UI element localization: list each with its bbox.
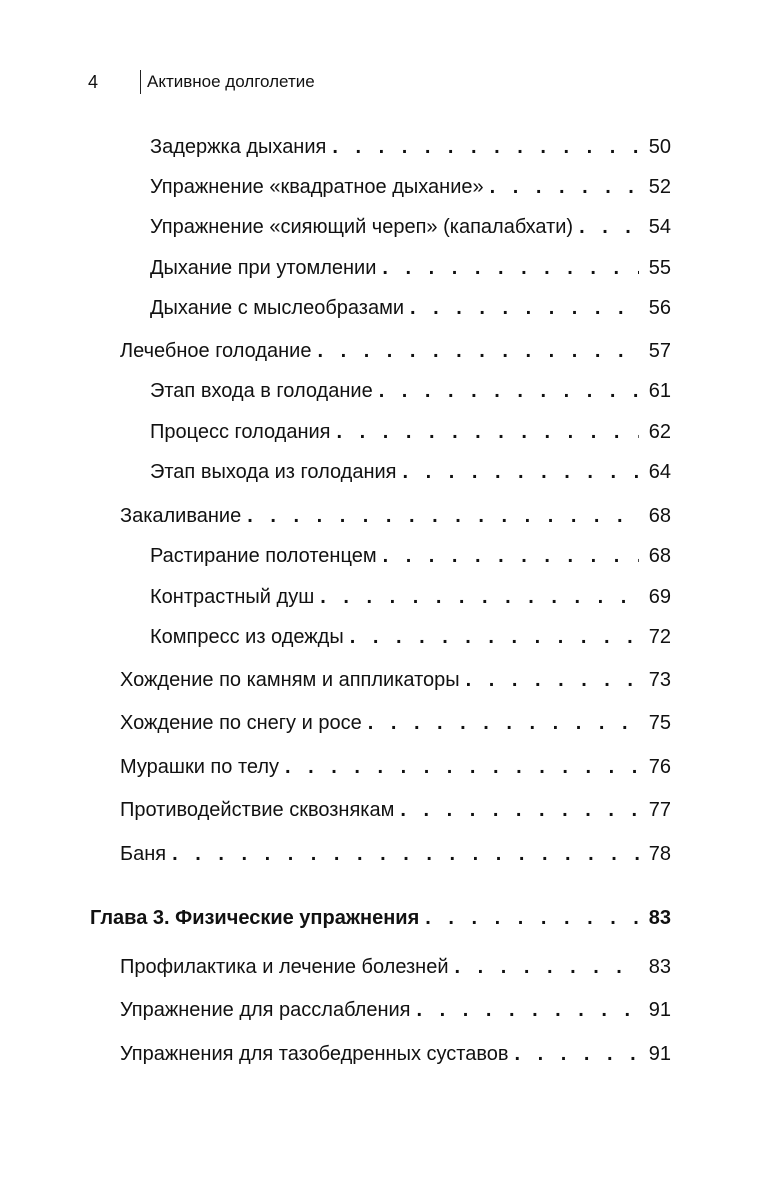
toc-entry-title: Мурашки по телу (120, 756, 280, 778)
toc-entry-page: 50 (648, 136, 671, 158)
dot-leader (247, 503, 639, 529)
toc-entry (120, 503, 671, 529)
toc-entry (120, 1041, 671, 1067)
dot-leader (337, 419, 640, 445)
dot-leader (320, 584, 639, 610)
header-divider (140, 70, 141, 94)
toc-entry-title: Упражнение для расслабления (120, 999, 411, 1021)
toc-entry (120, 841, 671, 867)
toc-entry (150, 255, 671, 281)
toc-entry (150, 214, 671, 240)
dot-leader (515, 1041, 640, 1067)
toc-entry (120, 797, 671, 823)
dot-leader (579, 214, 639, 240)
dot-leader (383, 543, 639, 569)
toc-entry (150, 295, 671, 321)
toc-entry-page: 76 (648, 756, 671, 778)
dot-leader (410, 295, 639, 321)
toc-entry-page: 75 (648, 712, 671, 734)
toc-entry (120, 997, 671, 1023)
toc-entry-title: Закаливание (120, 505, 242, 527)
toc-entry-page: 77 (648, 799, 671, 821)
toc-entry (120, 954, 671, 980)
dot-leader (417, 997, 640, 1023)
toc-entry (150, 419, 671, 445)
toc-entry-title: Дыхание при утомлении (150, 257, 377, 279)
toc-entry-title: Задержка дыхания (150, 136, 327, 158)
dot-leader (402, 459, 639, 485)
toc-entry-title: Профилактика и лечение болезней (120, 956, 449, 978)
toc-entry-title: Хождение по снегу и росе (120, 712, 362, 734)
dot-leader (400, 797, 639, 823)
toc-entry (120, 754, 671, 780)
dot-leader (382, 255, 639, 281)
toc-entry-page: 54 (648, 216, 671, 238)
toc-entry-title: Упражнение «сияющий череп» (капалабхати) (150, 216, 574, 238)
toc-entry-title: Упражнение «квадратное дыхание» (150, 176, 484, 198)
toc-entry-page: 83 (648, 907, 671, 929)
toc-entry (150, 584, 671, 610)
toc-entry (120, 338, 671, 364)
toc-entry-title: Баня (120, 843, 167, 865)
toc-entry-title: Растирание полотенцем (150, 545, 377, 567)
dot-leader (466, 667, 639, 693)
toc-entry-page: 78 (648, 843, 671, 865)
toc-entry-page: 68 (648, 505, 671, 527)
toc-entry-title: Глава 3. Физические упражнения (90, 907, 420, 929)
toc-entry-title: Противодействие сквознякам (120, 799, 395, 821)
toc-entry-page: 73 (648, 669, 671, 691)
toc-entry-page: 69 (648, 586, 671, 608)
toc-entry-page: 62 (648, 421, 671, 443)
toc-entry-page: 68 (648, 545, 671, 567)
toc-entry-title: Лечебное голодание (120, 340, 312, 362)
toc-entry-page: 83 (648, 956, 671, 978)
dot-leader (490, 174, 639, 200)
toc-entry-title: Упражнения для тазобедренных суставов (120, 1043, 509, 1065)
toc-entry-page: 57 (648, 340, 671, 362)
dot-leader (368, 710, 639, 736)
dot-leader (332, 134, 639, 160)
toc-entry (150, 624, 671, 650)
toc-entry-title: Этап входа в голодание (150, 380, 373, 402)
toc-entry (150, 378, 671, 404)
toc-entry-title: Компресс из одежды (150, 626, 344, 648)
toc-entry-title: Процесс голодания (150, 421, 331, 443)
toc-entry (150, 174, 671, 200)
toc-entry-page: 91 (648, 1043, 671, 1065)
toc-chapter-entry (90, 905, 671, 931)
toc-entry-page: 72 (648, 626, 671, 648)
toc-entry-page: 55 (648, 257, 671, 279)
toc-entry-page: 61 (648, 380, 671, 402)
dot-leader (317, 338, 639, 364)
toc-entry-page: 64 (648, 461, 671, 483)
toc-entry-title: Контрастный душ (150, 586, 315, 608)
dot-leader (425, 905, 639, 931)
toc-entry-page: 56 (648, 297, 671, 319)
toc-entry-title: Дыхание с мыслеобразами (150, 297, 405, 319)
toc-entry-page: 91 (648, 999, 671, 1021)
toc-entry-title: Хождение по камням и аппликаторы (120, 669, 460, 691)
dot-leader (350, 624, 639, 650)
page-number: 4 (88, 71, 99, 92)
toc-entry (150, 543, 671, 569)
running-header (88, 68, 315, 96)
dot-leader (379, 378, 639, 404)
toc-entry-title: Этап выхода из голодания (150, 461, 397, 483)
toc-entry (120, 710, 671, 736)
toc-entry-page: 52 (648, 176, 671, 198)
toc-entry (150, 459, 671, 485)
toc-entry (120, 667, 671, 693)
dot-leader (285, 754, 639, 780)
running-title: Активное долголетие (147, 72, 315, 91)
dot-leader (172, 841, 639, 867)
dot-leader (455, 954, 639, 980)
toc-entry (150, 134, 671, 160)
